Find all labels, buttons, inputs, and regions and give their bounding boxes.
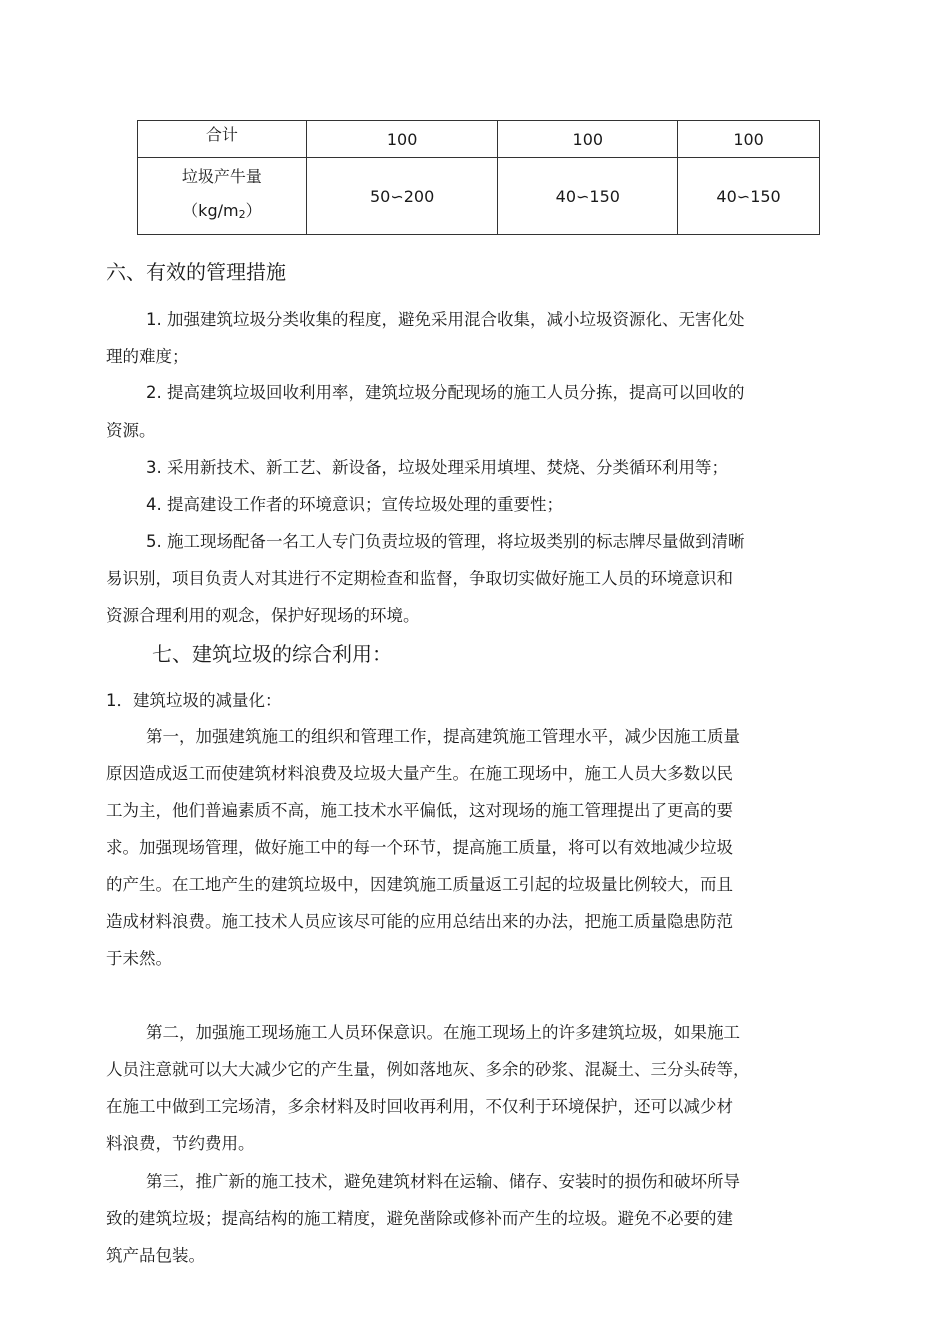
paragraph-line: 第一，加强建筑施工的组织和管理工作，提高建筑施工管理水平，减少因施工质量 [146,727,740,746]
table-cell: 100 [678,121,820,158]
paragraph-line: 料浪费，节约费用。 [106,1134,255,1153]
table-cell: 100 [306,121,498,158]
table-row [138,121,820,158]
list-item: 5. 施工现场配备一名工人专门负责垃圾的管理，将垃圾类别的标志牌尽量做到清晰 [146,532,745,551]
table-cell-label: 垃圾产牛量 （kg/m2） [138,158,307,235]
paragraph-line: 致的建筑垃圾；提高结构的施工精度，避免凿除或修补而产生的垃圾。避免不必要的建 [106,1209,733,1228]
paragraph-line: 工为主，他们普遍素质不高，施工技术水平偏低，这对现场的施工管理提出了更高的要 [106,801,733,820]
paragraph-line: 在施工中做到工完场清，多余材料及时回收再利用，不仅利于环境保护，还可以减少材 [106,1097,733,1116]
paragraph-line: 的产生。在工地产生的建筑垃圾中，因建筑施工质量返工引起的垃圾量比例较大，而且 [106,875,733,894]
paragraph-line: 求。加强现场管理，做好施工中的每一个环节，提高施工质量，将可以有效地减少垃圾 [106,838,733,857]
subheading: 1．建筑垃圾的减量化： [106,691,282,710]
list-item-cont: 理的难度； [106,347,189,366]
table-cell: 50∽200 [306,158,498,235]
paragraph-line: 于未然。 [106,949,172,968]
table-cell: 40∽150 [678,158,820,235]
paragraph-line: 造成材料浪费。施工技术人员应该尽可能的应用总结出来的办法，把施工质量隐患防范 [106,912,733,931]
paragraph-line: 第二，加强施工现场施工人员环保意识。在施工现场上的许多建筑垃圾，如果施工 [146,1023,740,1042]
paragraph-line: 第三，推广新的施工技术，避免建筑材料在运输、储存、安装时的损伤和破坏所导 [146,1172,740,1191]
list-item: 2. 提高建筑垃圾回收利用率，建筑垃圾分配现场的施工人员分拣，提高可以回收的 [146,383,745,402]
list-item: 3. 采用新技术、新工艺、新设备，垃圾处理采用填埋、焚烧、分类循环利用等； [146,458,728,477]
section-heading: 六、有效的管理措施 [106,260,286,284]
paragraph-line: 人员注意就可以大大减少它的产生量，例如落地灰、多余的砂浆、混凝土、三分头砖等， [106,1060,750,1079]
paragraph-line: 原因造成返工而使建筑材料浪费及垃圾大量产生。在施工现场中，施工人员大多数以民 [106,764,733,783]
list-item: 1. 加强建筑垃圾分类收集的程度，避免采用混合收集，减小垃圾资源化、无害化处 [146,310,745,329]
table-cell-label: 合计 [138,121,307,158]
list-item-cont: 资源。 [106,421,156,440]
list-item-cont: 易识别，项目负责人对其进行不定期检查和监督，争取切实做好施工人员的环境意识和 [106,569,733,588]
list-item-cont: 资源合理利用的观念，保护好现场的环境。 [106,606,420,625]
table-cell: 40∽150 [498,158,678,235]
section-heading: 七、建筑垃圾的综合利用： [152,642,392,666]
waste-table [137,120,820,235]
table-cell: 100 [498,121,678,158]
table-row [138,158,820,235]
list-item: 4. 提高建设工作者的环境意识；宣传垃圾处理的重要性； [146,495,563,514]
paragraph-line: 筑产品包装。 [106,1246,205,1265]
